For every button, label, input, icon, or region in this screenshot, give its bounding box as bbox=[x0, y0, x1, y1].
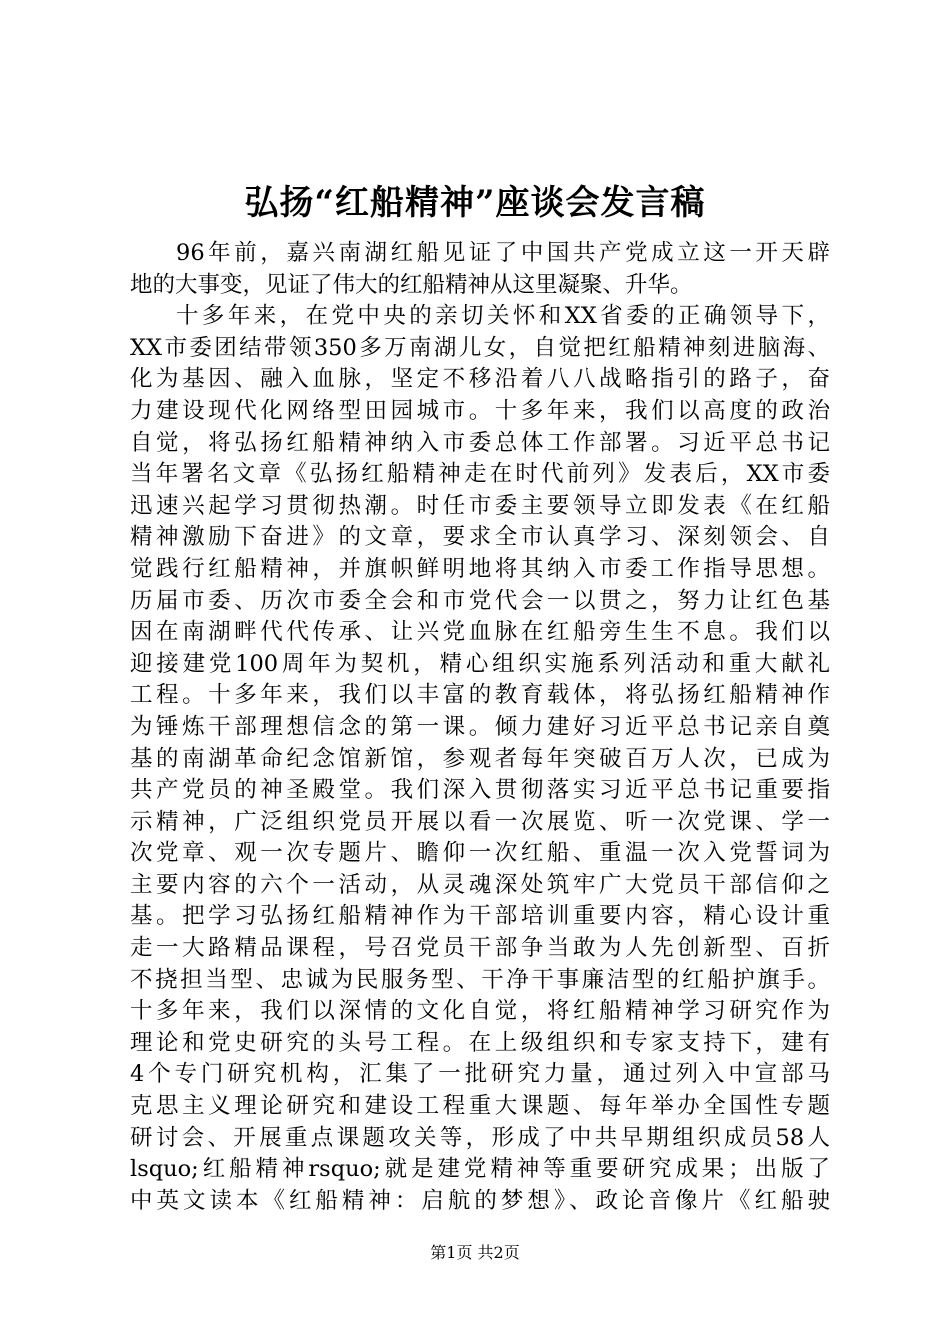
body-line: 因在南湖畔代代传承、让兴党血脉在红船旁生生不息。我们以 bbox=[130, 619, 830, 646]
body-line: 迎接建党100周年为契机，精心组织实施系列活动和重大献礼 bbox=[130, 650, 830, 677]
body-line: 示精神，广泛组织党员开展以看一次展览、听一次党课、学一 bbox=[130, 808, 830, 835]
body-line: 共产党员的神圣殿堂。我们深入贯彻落实习近平总书记重要指 bbox=[130, 777, 830, 804]
body-line: 4个专门研究机构，汇集了一批研究力量，通过列入中宣部马 bbox=[130, 1061, 830, 1088]
body-line: XX市委团结带领350多万南湖儿女，自觉把红船精神刻进脑海、 bbox=[130, 334, 830, 361]
body-line: 当年署名文章《弘扬红船精神走在时代前列》发表后，XX市委 bbox=[130, 461, 830, 488]
body-line: 中英文读本《红船精神：启航的梦想》、政论音像片《红船驶 bbox=[130, 1187, 830, 1214]
body-line: 基的南湖革命纪念馆新馆，参观者每年突破百万人次，已成为 bbox=[130, 745, 830, 772]
body-line: 理论和党史研究的头号工程。在上级组织和专家支持下，建有 bbox=[130, 1029, 830, 1056]
page-number-footer: 第1页 共2页 bbox=[430, 1243, 520, 1262]
document-body bbox=[130, 238, 830, 1217]
body-line: 十多年来，我们以深情的文化自觉，将红船精神学习研究作为 bbox=[130, 998, 830, 1025]
body-line: 克思主义理论研究和建设工程重大课题、每年举办全国性专题 bbox=[130, 1093, 830, 1120]
body-line: 历届市委、历次市委全会和市党代会一以贯之，努力让红色基 bbox=[130, 587, 830, 614]
body-line: 自觉，将弘扬红船精神纳入市委总体工作部署。习近平总书记 bbox=[130, 429, 830, 456]
body-line: 十多年来，在党中央的亲切关怀和XX省委的正确领导下， bbox=[176, 303, 830, 330]
document-title: 弘扬“红船精神”座谈会发言稿 bbox=[244, 183, 706, 223]
body-line: 主要内容的六个一活动，从灵魂深处筑牢广大党员干部信仰之 bbox=[130, 871, 830, 898]
body-line: lsquo;红船精神rsquo;就是建党精神等重要研究成果；出版了 bbox=[130, 1156, 830, 1183]
body-line: 96年前，嘉兴南湖红船见证了中国共产党成立这一开天辟 bbox=[176, 240, 830, 266]
body-line: 基。把学习弘扬红船精神作为干部培训重要内容，精心设计重 bbox=[130, 903, 830, 930]
body-line: 次党章、观一次专题片、瞻仰一次红船、重温一次入党誓词为 bbox=[130, 840, 830, 867]
body-line: 迅速兴起学习贯彻热潮。时任市委主要领导立即发表《在红船 bbox=[130, 492, 830, 519]
body-line: 走一大路精品课程，号召党员干部争当敢为人先创新型、百折 bbox=[130, 935, 830, 962]
body-line: 工程。十多年来，我们以丰富的教育载体，将弘扬红船精神作 bbox=[130, 682, 830, 709]
body-line: 为锤炼干部理想信念的第一课。倾力建好习近平总书记亲自奠 bbox=[130, 713, 830, 740]
body-line: 精神激励下奋进》的文章，要求全市认真学习、深刻领会、自 bbox=[130, 524, 830, 551]
body-line: 不挠担当型、忠诚为民服务型、干净干事廉洁型的红船护旗手。 bbox=[130, 966, 830, 993]
body-line: 力建设现代化网络型田园城市。十多年来，我们以高度的政治 bbox=[130, 397, 830, 424]
body-line: 觉践行红船精神，并旗帜鲜明地将其纳入市委工作指导思想。 bbox=[130, 555, 830, 582]
body-line: 化为基因、融入血脉，坚定不移沿着八八战略指引的路子，奋 bbox=[130, 366, 830, 393]
body-line: 地的大事变，见证了伟大的红船精神从这里凝聚、升华。 bbox=[130, 271, 693, 298]
body-line: 研讨会、开展重点课题攻关等，形成了中共早期组织成员58人 bbox=[130, 1124, 830, 1151]
